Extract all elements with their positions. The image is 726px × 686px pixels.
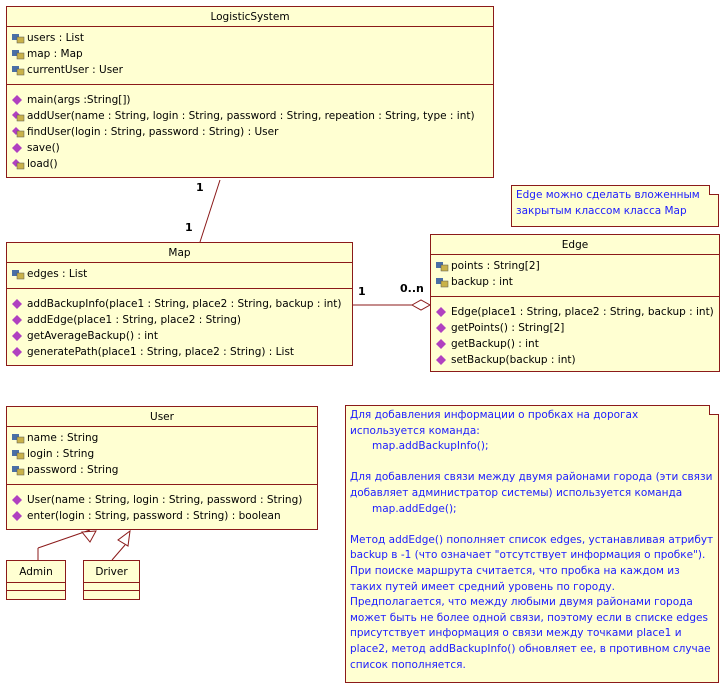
attributes-section <box>7 427 317 485</box>
operation-row: addEdge(place1 : String, place2 : String) <box>11 312 352 328</box>
operation-row: Edge(place1 : String, place2 : String, backup : int) <box>435 304 719 320</box>
generalization-driver-user <box>112 545 125 560</box>
note-fold-corner <box>709 185 719 195</box>
private-attribute-icon <box>11 268 25 280</box>
note-code: map.addEdge(); <box>372 502 457 515</box>
operation-row: load() <box>11 156 493 172</box>
attribute-row: backup : int <box>435 274 719 290</box>
private-attribute-icon <box>11 432 25 444</box>
attribute-row: password : String <box>11 462 317 478</box>
operation-row: getAverageBackup() : int <box>11 328 352 344</box>
attribute-row: login : String <box>11 446 317 462</box>
note-text: Edge можно сделать вложенным закрытым классом класса Map <box>516 189 700 217</box>
public-operation-icon <box>11 94 25 106</box>
class-name: User <box>7 407 317 427</box>
multiplicity-map-edge-left: 1 <box>358 285 366 298</box>
generalization-arrowhead-driver <box>118 531 130 546</box>
note-paragraph: Для добавления связи между двумя районами города (эти связи добавляет администратор системы) используется команда <box>350 471 713 499</box>
operation-row: setBackup(backup : int) <box>435 352 719 368</box>
attributes-section <box>84 583 139 591</box>
generalization-arrowhead-admin <box>82 531 96 542</box>
operation-row: findUser(login : String, password : String) : User <box>11 124 493 140</box>
public-operation-icon <box>11 142 25 154</box>
class-edge[interactable] <box>430 234 720 372</box>
private-operation-icon <box>11 158 25 170</box>
attributes-section <box>7 583 65 591</box>
class-name: Driver <box>84 561 139 583</box>
operations-section <box>7 289 352 364</box>
private-attribute-icon <box>435 260 449 272</box>
class-name: LogisticSystem <box>7 7 493 27</box>
attribute-row: map : Map <box>11 46 493 62</box>
attributes-section <box>7 27 493 85</box>
class-name: Admin <box>7 561 65 583</box>
class-user[interactable] <box>6 406 318 530</box>
aggregation-diamond <box>412 300 430 310</box>
public-operation-icon <box>435 354 449 366</box>
public-operation-icon <box>435 338 449 350</box>
private-attribute-icon <box>435 276 449 288</box>
public-operation-icon <box>11 346 25 358</box>
multiplicity-ls-map-bottom: 1 <box>185 221 193 234</box>
operation-row: enter(login : String, password : String) : boolean <box>11 508 317 524</box>
note-code: map.addBackupInfo(); <box>372 440 489 453</box>
note-paragraph: Для добавления информации о пробках на дорогах используется команда: <box>350 409 639 437</box>
public-operation-icon <box>11 494 25 506</box>
public-operation-icon <box>11 510 25 522</box>
operation-row: save() <box>11 140 493 156</box>
public-operation-icon <box>11 314 25 326</box>
attribute-row: name : String <box>11 430 317 446</box>
note-paragraph: Предполагается, что между любыми двумя районами города может быть не более одной связи, поэтому если в списке edges присутствует информация о связи между точками place1 и place2, метод addBackupInfo() обновляет ее, в противном случае список пополняется. <box>350 596 711 671</box>
operation-row: generatePath(place1 : String, place2 : String) : List <box>11 344 352 360</box>
attribute-row: currentUser : User <box>11 62 493 78</box>
class-driver[interactable] <box>83 560 140 600</box>
operation-row: User(name : String, login : String, password : String) <box>11 492 317 508</box>
operations-section <box>7 485 317 528</box>
private-attribute-icon <box>11 448 25 460</box>
class-name: Map <box>7 243 352 263</box>
class-map[interactable] <box>6 242 353 366</box>
public-operation-icon <box>11 298 25 310</box>
note-paragraph: Метод addEdge() пополняет список edges, устанавливая атрибут backup в -1 (что означает "отсутствует информация о пробке"). При поиске маршрута считается, что пробка на каждом из таких путей имеет средний уровень по городу. <box>350 533 714 593</box>
multiplicity-ls-map-top: 1 <box>196 181 204 194</box>
note-edge-nested[interactable] <box>511 185 719 227</box>
private-operation-icon <box>11 110 25 122</box>
class-name: Edge <box>431 235 719 255</box>
attribute-row: points : String[2] <box>435 258 719 274</box>
operation-row: addUser(name : String, login : String, password : String, repeation : String, type : int) <box>11 108 493 124</box>
private-attribute-icon <box>11 32 25 44</box>
attributes-section <box>7 263 352 289</box>
note-fold-corner <box>709 405 719 415</box>
operations-section <box>7 85 493 176</box>
public-operation-icon <box>435 306 449 318</box>
multiplicity-map-edge-right: 0..n <box>400 282 424 295</box>
note-backup-info[interactable] <box>345 405 719 683</box>
private-operation-icon <box>11 126 25 138</box>
class-logisticsystem[interactable] <box>6 6 494 178</box>
private-attribute-icon <box>11 64 25 76</box>
attribute-row: users : List <box>11 30 493 46</box>
private-attribute-icon <box>11 464 25 476</box>
public-operation-icon <box>435 322 449 334</box>
operation-row: getPoints() : String[2] <box>435 320 719 336</box>
attribute-row: edges : List <box>11 266 352 282</box>
public-operation-icon <box>11 330 25 342</box>
operation-row: main(args :String[]) <box>11 92 493 108</box>
operation-row: getBackup() : int <box>435 336 719 352</box>
class-admin[interactable] <box>6 560 66 600</box>
operations-section <box>431 297 719 372</box>
operation-row: addBackupInfo(place1 : String, place2 : String, backup : int) <box>11 296 352 312</box>
attributes-section <box>431 255 719 297</box>
private-attribute-icon <box>11 48 25 60</box>
